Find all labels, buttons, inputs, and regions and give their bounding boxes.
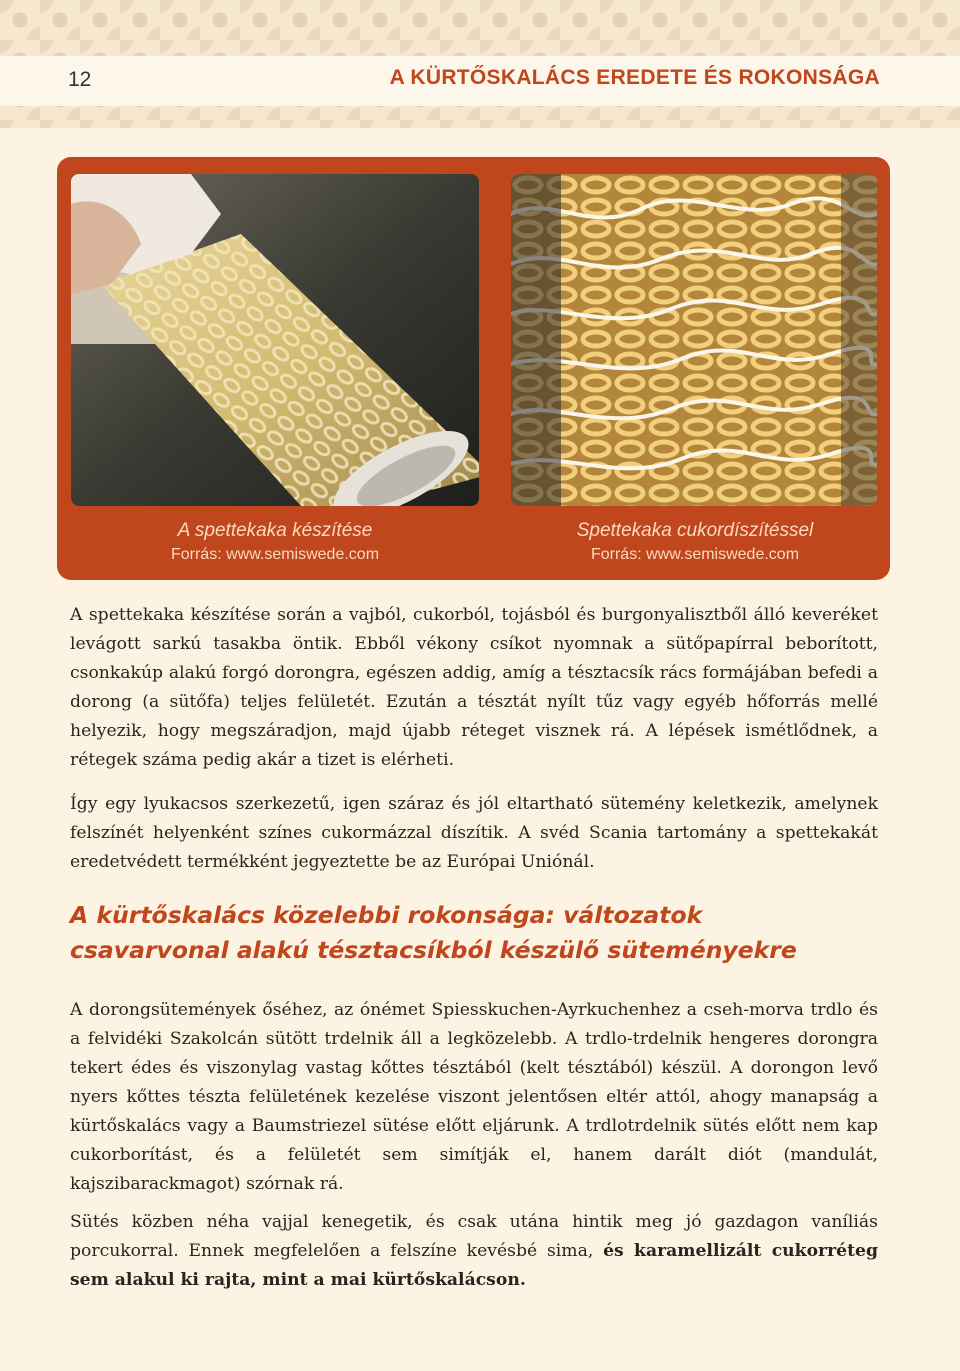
section-heading (70, 898, 890, 968)
section-heading-line: csavarvonal alakú tésztacsíkból készülő süteményekre (70, 936, 797, 964)
caption-source: Forrás: www.semiswede.com (590, 546, 800, 563)
figure-caption-right (491, 519, 899, 567)
section-heading-line: A kürtőskalács közelebbi rokonsága: változatok (70, 901, 703, 929)
spettekaka-preparation-photo (71, 174, 479, 506)
spettekaka-decoration-photo (511, 174, 877, 506)
caption-title: A spettekaka készítése (177, 520, 373, 541)
paragraph-result: Így egy lyukacsos szerkezetű, igen száraz és jól eltartható sütemény keletkezik, amelynek felszínét helyenként színes cukormázzal díszítik. A svéd Scania tartomány a spettekakát eredetvédett termékként jegyeztette be az Európai Uniónál. (70, 794, 878, 872)
paragraph-text: Sütés közben néha vajjal kenegetik, és csak utána hintik meg jó gazdagon vaníliás porcukorral. Ennek megfelelően a felszíne kevésbé sima, (70, 1212, 878, 1261)
caption-title: Spettekaka cukordíszítéssel (576, 520, 814, 541)
running-title: A KÜRTŐSKALÁCS EREDETE ÉS ROKONSÁGA (389, 66, 880, 89)
paragraph-preparation: A spettekaka készítése során a vajból, cukorból, tojásból és burgonyalisztből álló keveréket levágott sarkú tasakba öntik. Ebből vékony csíkot nyomnak a sütőpapírral beborított, csonkakúp alakú forgó dorongra, egészen addig, amíg a tésztacsík rács formájában befedi a dorong (a sütőfa) teljes felületét. Ezután a tésztát nyílt tűz vagy egyéb hőforrás mellé helyezik, hogy megszáradjon, majd újabb réteget visznek rá. A lépések ismétlődnek, a rétegek száma pedig akár a tizet is elérheti. (70, 605, 878, 770)
page-number: 12 (68, 68, 92, 91)
figure-panel (57, 157, 890, 580)
caption-source: Forrás: www.semiswede.com (170, 546, 380, 563)
bold-emphasis: és karamellizált cukorréteg sem alakul ki rajta, mint a mai kürtőskalácson. (70, 1241, 878, 1290)
figure-caption-left (71, 519, 479, 567)
paragraph-baking (70, 1208, 878, 1295)
paragraph-trdlo: A dorongsütemények őséhez, az ónémet Spiesskuchen-Ayrkuchenhez a cseh-morva trdlo és a felvidéki Szakolcán sütött trdelnik áll a legközelebb. A trdlo-trdelnik hengeres dorongra tekert édes és viszonylag vastag kőttes tésztából (kelt tésztából) készül. A dorongon levő nyers kőttes tészta felületének kezelése viszont jelentősen eltér attól, ahogy manapság a kürtőskalács vagy a Baumstriezel sütése előtt eljárunk. A trdlotrdelnik sütés előtt nem kap cukorborítást, és a felületét sem simítják el, hanem darált diót (mandulát, kajszibarackmagot) szórnak rá. (70, 1000, 878, 1194)
